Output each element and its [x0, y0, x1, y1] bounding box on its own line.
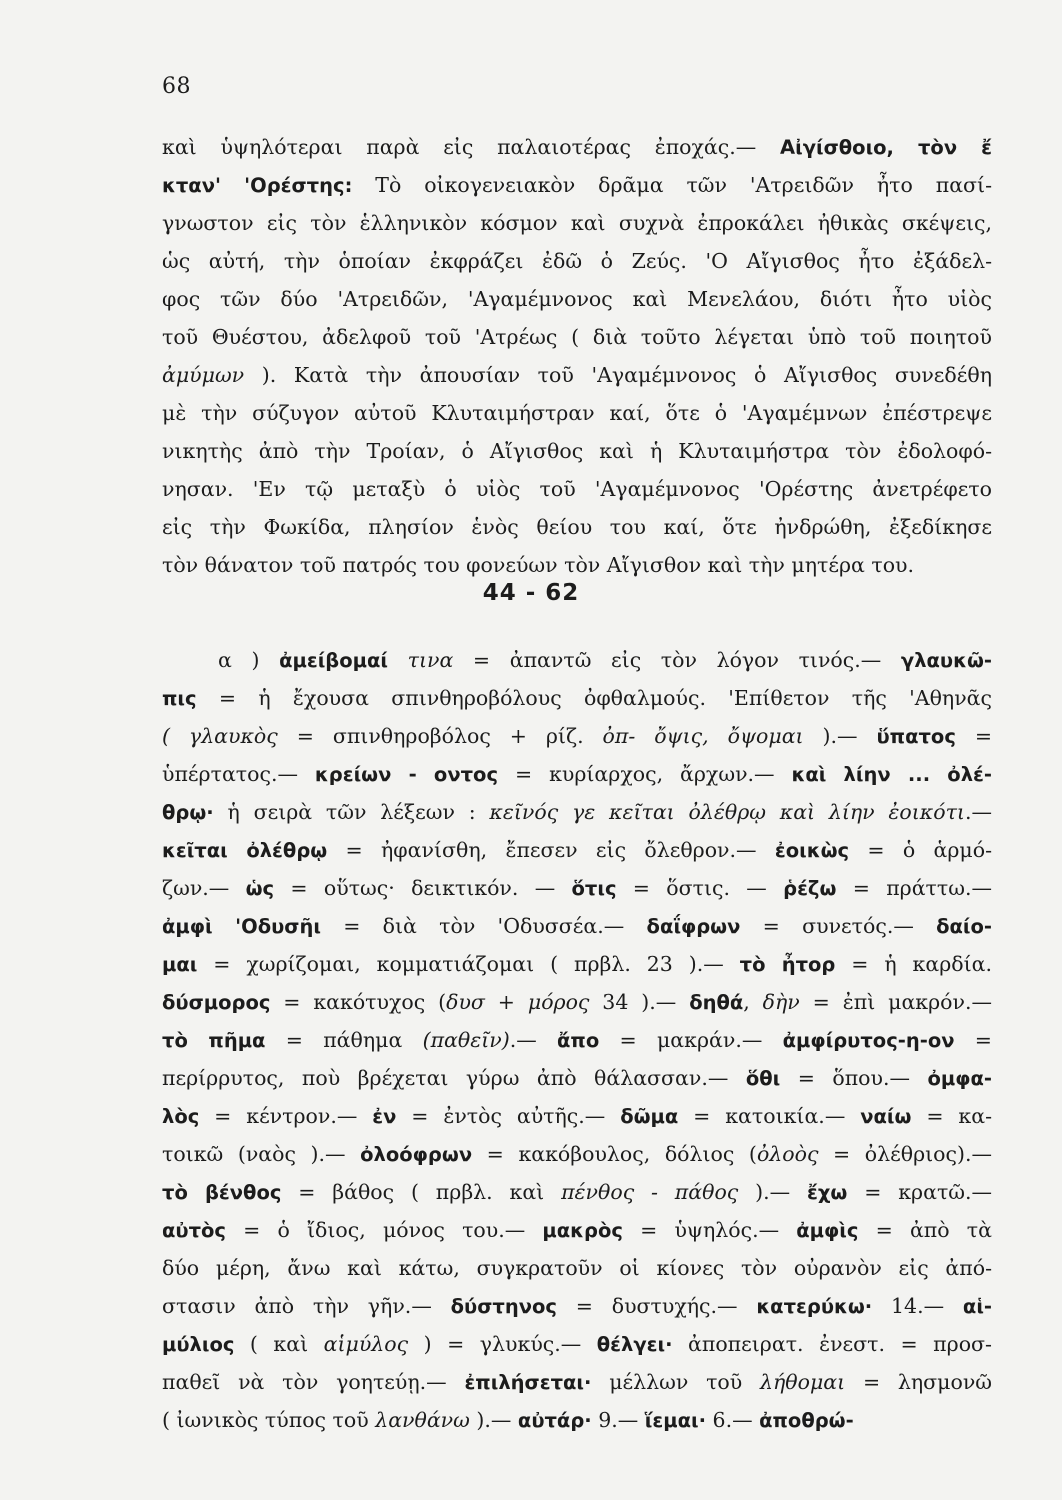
italic-text: ἀμύμων	[162, 363, 245, 387]
headword: αὐτὸς	[162, 1219, 226, 1242]
headword: μύλιος	[162, 1333, 235, 1356]
text-run: εἰς τὴν Φωκίδα, πλησίον ἑνὸς θείου του καί, ὅτε ἠνδρώθη, ἐξεδίκησε	[162, 515, 992, 539]
text-line	[162, 470, 992, 508]
headword: ἀμφὶ 'Οδυσῆι	[162, 915, 321, 938]
text-run: μὲ τὴν σύζυγον αὐτοῦ Κλυταιμήστραν καί, ὅτε ὁ 'Αγαμέμνων ἐπέστρεψε	[162, 401, 992, 425]
glossary-paragraph	[162, 641, 992, 1439]
text-run: 14.—	[872, 1294, 963, 1318]
text-run: τοικῶ (ναὸς ).—	[162, 1142, 361, 1166]
headword: μακρὸς	[542, 1219, 623, 1242]
text-line	[162, 356, 992, 394]
italic-text: λήθομαι	[760, 1370, 846, 1394]
commentary-paragraph	[162, 128, 992, 584]
text-line	[162, 1287, 992, 1325]
italic-text: ὀλοὸς	[756, 1142, 819, 1166]
text-line	[162, 869, 992, 907]
text-line	[162, 945, 992, 983]
text-line	[162, 242, 992, 280]
text-run: = κακότυχος (	[270, 990, 447, 1014]
text-run: 34 ).—	[589, 990, 690, 1014]
headword: ἀμφὶς	[796, 1219, 859, 1242]
headword: ἀποθρώ-	[759, 1409, 854, 1432]
headword: ὡς	[245, 877, 275, 900]
text-run: = ὅστις. —	[616, 876, 784, 900]
headword: ἀμείβομαί	[279, 649, 388, 672]
text-run: ).—	[738, 1180, 807, 1204]
text-run: = μακράν.—	[599, 1028, 783, 1052]
headword: τὸ πῆμα	[162, 1029, 266, 1052]
headword: δύσμορος	[162, 991, 271, 1014]
italic-text: κεῖνός γε κεῖται ὀλέθρῳ καὶ λίην ἐοικότι	[489, 800, 965, 824]
headword: ἀμφίρυτος-η-ον	[782, 1029, 955, 1052]
headword: καὶ λίην ... ὀλέ-	[791, 763, 992, 786]
text-line	[162, 717, 992, 755]
headword: λὸς	[162, 1105, 200, 1128]
text-run: = ἡ ἔχουσα σπινθηροβόλους ὀφθαλμούς. 'Επίθετον τῆς 'Αθηνᾶς	[196, 686, 992, 710]
headword: τὸ βένθος	[162, 1181, 282, 1204]
text-line	[162, 280, 992, 318]
text-line	[162, 432, 992, 470]
text-line	[162, 1211, 992, 1249]
text-line	[162, 394, 992, 432]
text-run: ) = γλυκύς.—	[408, 1332, 597, 1356]
headword: δαίο-	[936, 915, 992, 938]
text-run: φος τῶν δύο 'Ατρειδῶν, 'Αγαμέμνονος καὶ Μενελάου, διότι ἦτο υἱὸς	[162, 287, 992, 311]
text-run: γνωστον εἰς τὸν ἑλληνικὸν κόσμον καὶ συχνὰ ἐπροκάλει ἠθικὰς σκέψεις,	[162, 211, 992, 235]
text-line	[162, 641, 992, 679]
headword: ἐπιλήσεται·	[464, 1371, 592, 1394]
headword: Αἰγίσθοιο, τὸν ἔ	[780, 136, 992, 159]
text-run: α )	[218, 648, 280, 672]
text-line	[162, 1401, 992, 1439]
text-run: = κακόβουλος, δόλιος (	[472, 1142, 757, 1166]
headword: ῥέζω	[783, 877, 837, 900]
text-run: .—	[964, 800, 992, 824]
text-run: = πάθημα	[265, 1028, 423, 1052]
text-run: ).—	[469, 1408, 518, 1432]
text-run: ,	[743, 990, 763, 1014]
headword: κεῖται ὀλέθρῳ	[162, 839, 328, 862]
text-run: ἡ σειρὰ τῶν λέξεων :	[213, 800, 490, 824]
headword: θέλγει·	[596, 1333, 673, 1356]
text-run: = ὁ ἴδιος, μόνος του.—	[225, 1218, 543, 1242]
text-line	[162, 1363, 992, 1401]
text-run: = βάθος ( πρβλ. καὶ	[281, 1180, 562, 1204]
text-line	[162, 831, 992, 869]
text-run: = κυρίαρχος, ἄρχων.—	[498, 762, 792, 786]
text-run: ( καὶ	[234, 1332, 324, 1356]
headword: κατερύκω·	[756, 1295, 873, 1318]
text-run: = ἀπὸ τὰ	[858, 1218, 992, 1242]
headword: ἐοικὼς	[774, 839, 850, 862]
text-line	[162, 1021, 992, 1059]
headword: αὐτάρ·	[517, 1409, 592, 1432]
text-line	[162, 166, 992, 204]
text-line	[162, 318, 992, 356]
headword: ναίω	[860, 1105, 912, 1128]
text-run: = συνετός.—	[740, 914, 937, 938]
italic-text: δὴν	[762, 990, 800, 1014]
headword: ὀλοόφρων	[360, 1143, 473, 1166]
text-line	[162, 1097, 992, 1135]
text-run: ). Κατὰ τὴν ἀπουσίαν τοῦ 'Αγαμέμνονος ὁ Αἴγισθος συνεδέθη	[244, 363, 992, 387]
text-line	[162, 128, 992, 166]
text-run: = ὀλέθριος).—	[818, 1142, 992, 1166]
text-run: ὡς αὐτή, τὴν ὁποίαν ἐκφράζει ἐδῶ ὁ Ζεύς. 'Ο Αἴγισθος ἦτο ἐξάδελ-	[162, 249, 992, 273]
text-line	[162, 1325, 992, 1363]
text-run: μέλλων τοῦ	[591, 1370, 760, 1394]
headword: ἐν	[372, 1105, 397, 1128]
text-run: = πράττω.—	[836, 876, 992, 900]
text-line	[162, 1135, 992, 1173]
headword: θρῳ·	[162, 801, 214, 824]
text-run: = ἀπαντῶ εἰς τὸν λόγον τινός.—	[453, 648, 901, 672]
headword: ὀμφα-	[927, 1067, 992, 1090]
text-run: = κα-	[911, 1104, 992, 1128]
text-line	[162, 907, 992, 945]
text-line	[162, 1059, 992, 1097]
text-run: παθεῖ νὰ τὸν γοητεύῃ.—	[162, 1370, 465, 1394]
text-run: = λησμονῶ	[845, 1370, 992, 1394]
text-line	[162, 755, 992, 793]
text-run: = ἠφανίσθη, ἔπεσεν εἰς ὄλεθρον.—	[327, 838, 775, 862]
text-line	[162, 508, 992, 546]
italic-text: ( γλαυκὸς	[162, 724, 278, 748]
text-run: τοῦ Θυέστου, ἀδελφοῦ τοῦ 'Ατρέως ( διὰ τοῦτο λέγεται ὑπὸ τοῦ ποιητοῦ	[162, 325, 992, 349]
italic-text: τινα	[407, 648, 454, 672]
text-run: = ὅπου.—	[780, 1066, 928, 1090]
italic-text: αἱμύλος	[323, 1332, 409, 1356]
headword: δύστηνος	[450, 1295, 557, 1318]
headword: ἄπο	[557, 1029, 600, 1052]
headword: δαΐφρων	[646, 915, 741, 938]
text-run: = ἐντὸς αὐτῆς.—	[396, 1104, 621, 1128]
text-line	[162, 546, 992, 584]
text-line	[162, 1173, 992, 1211]
text-run: = ἐπὶ μακρόν.—	[799, 990, 992, 1014]
text-run: = διὰ τὸν 'Οδυσσέα.—	[320, 914, 647, 938]
text-line	[162, 793, 992, 831]
text-run: 9.—	[591, 1408, 645, 1432]
text-run: 6.—	[706, 1408, 760, 1432]
text-run: ( ἰωνικὸς τύπος τοῦ	[162, 1408, 376, 1432]
text-run: δύο μέρη, ἄνω καὶ κάτω, συγκρατοῦν οἱ κίονες τὸν οὐρανὸν εἰς ἀπό-	[162, 1256, 992, 1280]
headword: δηθά	[689, 991, 744, 1014]
text-run: στασιν ἀπὸ τὴν γῆν.—	[162, 1294, 451, 1318]
text-run: =	[955, 724, 992, 748]
text-run: = κατοικία.—	[678, 1104, 861, 1128]
headword: μαι	[162, 953, 198, 976]
text-line	[162, 679, 992, 717]
text-run: νησαν. 'Εν τῷ μεταξὺ ὁ υἱὸς τοῦ 'Αγαμέμνονος 'Ορέστης ἀνετρέφετο	[162, 477, 992, 501]
text-run: =	[954, 1028, 992, 1052]
text-run: Τὸ οἰκογενειακὸν δρᾶμα τῶν 'Ατρειδῶν ἦτο πασί-	[352, 173, 992, 197]
italic-text: πένθος - πάθος	[561, 1180, 739, 1204]
italic-text: (παθεῖν)	[422, 1028, 510, 1052]
text-run: ἀποπειρατ. ἐνεστ. = προσ-	[672, 1332, 992, 1356]
text-run: = δυστυχής.—	[556, 1294, 757, 1318]
headword: ὅτις	[571, 877, 617, 900]
headword: πις	[162, 687, 197, 710]
text-run: ζων.—	[162, 876, 246, 900]
text-run: ὑπέρτατος.—	[162, 762, 315, 786]
text-run: = οὕτως· δεικτικόν. —	[274, 876, 572, 900]
headword: ἵεμαι·	[644, 1409, 707, 1432]
text-run: τὸν θάνατον τοῦ πατρός του φονεύων τὸν Αἴγισθον καὶ τὴν μητέρα του.	[162, 553, 915, 577]
headword: ἔχω	[806, 1181, 848, 1204]
text-run: περίρρυτος, ποὺ βρέχεται γύρω ἀπὸ θάλασσαν.—	[162, 1066, 746, 1090]
text-run: .—	[509, 1028, 558, 1052]
text-run	[388, 648, 408, 672]
italic-text: δυσ + μόρος	[446, 990, 590, 1014]
text-line	[162, 1249, 992, 1287]
section-heading: 44 - 62	[482, 580, 580, 606]
text-run: καὶ ὑψηλότεραι παρὰ εἰς παλαιοτέρας ἐποχάς.—	[162, 135, 781, 159]
italic-text: λανθάνω	[375, 1408, 470, 1432]
text-line	[162, 204, 992, 242]
text-run: = χωρίζομαι, κομματιάζομαι ( πρβλ. 23 ).—	[197, 952, 740, 976]
headword: κταν' 'Ορέστης:	[162, 174, 353, 197]
page-number: 68	[162, 74, 191, 99]
italic-text: ὀπ- ὄψις, ὄψομαι	[602, 724, 804, 748]
headword: αἱ-	[962, 1295, 992, 1318]
headword: ὅθι	[745, 1067, 781, 1090]
text-run: = ὁ ἁρμό-	[849, 838, 992, 862]
headword: δῶμα	[620, 1105, 679, 1128]
text-run: = ἡ καρδία.	[835, 952, 992, 976]
headword: κρείων - οντος	[314, 763, 499, 786]
headword: ὕπατος	[876, 725, 956, 748]
text-run: = σπινθηροβόλος + ρίζ.	[277, 724, 603, 748]
text-line	[162, 983, 992, 1021]
text-run: = κέντρον.—	[199, 1104, 373, 1128]
headword: γλαυκῶ-	[900, 649, 992, 672]
text-run: νικητὴς ἀπὸ τὴν Τροίαν, ὁ Αἴγισθος καὶ ἡ Κλυταιμήστρα τὸν ἐδολοφό-	[162, 439, 992, 463]
text-run: ).—	[803, 724, 877, 748]
text-run: = ὑψηλός.—	[622, 1218, 797, 1242]
text-run: = κρατῶ.—	[847, 1180, 992, 1204]
headword: τὸ ἦτορ	[739, 953, 836, 976]
